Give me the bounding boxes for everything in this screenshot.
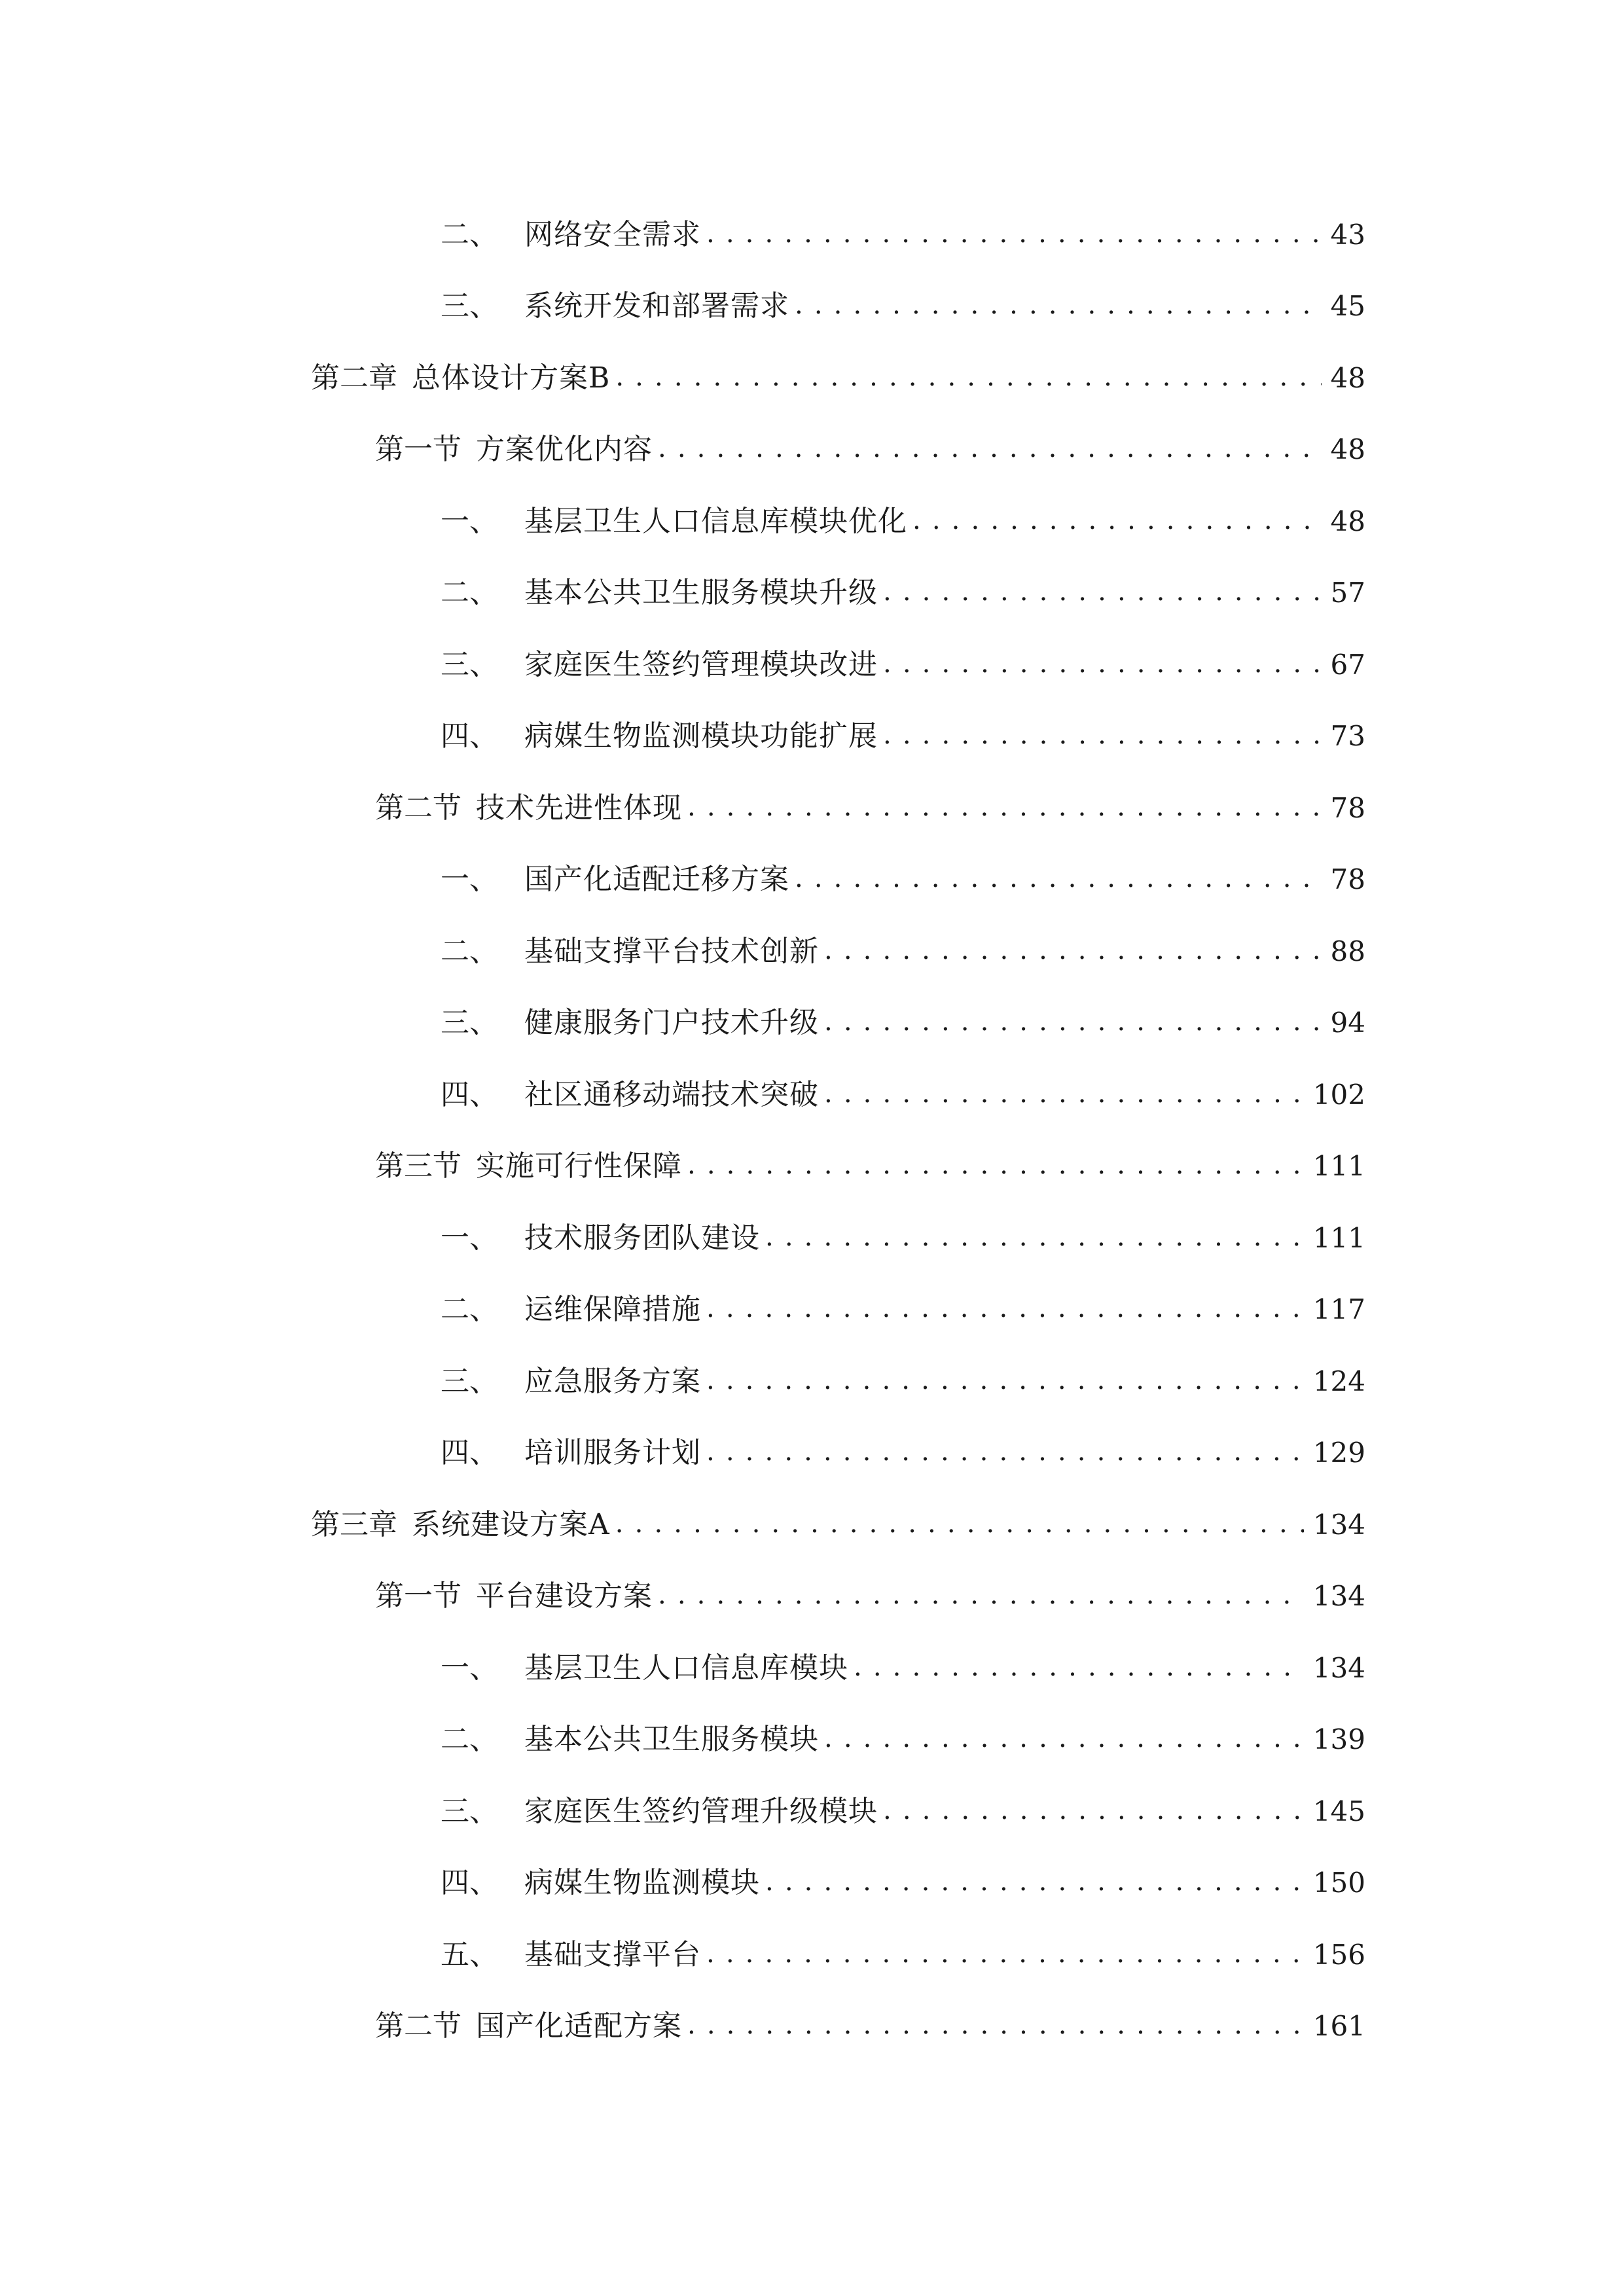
toc-entry-page: 161: [1312, 2010, 1365, 2043]
dot-leader: [687, 1152, 1304, 1181]
toc-entry-page: 150: [1312, 1867, 1365, 1899]
dot-leader: [824, 1081, 1304, 1109]
toc-entry-title: 基本公共卫生服务模块升级: [524, 576, 878, 610]
toc-entry-page: 129: [1312, 1437, 1365, 1469]
dot-leader: [658, 1582, 1304, 1611]
toc-entry-number: 一、: [441, 1221, 498, 1255]
dot-leader: [706, 1295, 1304, 1324]
toc-entry[interactable]: [0, 844, 1624, 916]
toc-entry-title: 基本公共卫生服务模块: [524, 1723, 819, 1757]
toc-entry-number: 二、: [441, 934, 498, 968]
toc-entry[interactable]: [0, 1346, 1624, 1418]
toc-chapter[interactable]: [0, 1489, 1624, 1561]
toc-entry-number: 五、: [441, 1937, 498, 1971]
toc-entry-title: 方案优化内容: [476, 433, 653, 467]
dot-leader: [615, 364, 1321, 393]
dot-leader: [824, 1725, 1304, 1754]
toc-entry-number: 第一节: [375, 433, 461, 467]
toc-entry[interactable]: [0, 916, 1624, 988]
toc-entry-title: 基层卫生人口信息库模块优化: [524, 504, 907, 538]
toc-entry-page: 67: [1330, 648, 1365, 681]
toc-entry-number: 第二章: [311, 361, 397, 395]
dot-leader: [883, 1797, 1304, 1826]
dot-leader: [795, 292, 1322, 321]
dot-leader: [658, 435, 1322, 464]
toc-entry[interactable]: [0, 1059, 1624, 1131]
toc-entry-title: 培训服务计划: [524, 1436, 701, 1470]
toc-entry-page: 117: [1312, 1293, 1365, 1326]
toc-entry-page: 45: [1330, 290, 1365, 323]
toc-entry-number: 二、: [441, 1723, 498, 1757]
toc-entry-title: 技术服务团队建设: [524, 1221, 760, 1255]
toc-entry[interactable]: [0, 486, 1624, 558]
toc-entry[interactable]: [0, 558, 1624, 630]
toc-entry-title: 总体设计方案B: [412, 361, 611, 395]
toc-entry[interactable]: [0, 1274, 1624, 1346]
toc-entry-number: 二、: [441, 1293, 498, 1327]
toc-entry-page: 88: [1330, 935, 1365, 967]
toc-entry[interactable]: [0, 1848, 1624, 1920]
table-of-contents: [0, 199, 1624, 2062]
toc-entry-title: 健康服务门户技术升级: [524, 1006, 819, 1040]
dot-leader: [706, 1941, 1304, 1969]
toc-entry-title: 应急服务方案: [524, 1364, 701, 1398]
toc-section[interactable]: [0, 772, 1624, 844]
toc-entry-title: 网络安全需求: [524, 217, 701, 251]
dot-leader: [824, 937, 1322, 966]
toc-entry-number: 四、: [441, 1866, 498, 1900]
toc-entry[interactable]: [0, 1632, 1624, 1704]
toc-entry[interactable]: [0, 271, 1624, 343]
dot-leader: [765, 1224, 1304, 1253]
toc-entry-number: 三、: [441, 289, 498, 323]
toc-entry-title: 运维保障措施: [524, 1293, 701, 1327]
toc-entry-title: 基础支撑平台技术创新: [524, 934, 819, 968]
toc-section[interactable]: [0, 1131, 1624, 1203]
toc-section[interactable]: [0, 1561, 1624, 1633]
toc-entry-title: 国产化适配迁移方案: [524, 863, 789, 897]
toc-entry-number: 第二节: [375, 2009, 461, 2043]
dot-leader: [765, 1869, 1304, 1897]
toc-entry-page: 73: [1330, 720, 1365, 753]
dot-leader: [912, 507, 1322, 536]
toc-entry-number: 四、: [441, 1436, 498, 1470]
toc-entry-title: 基层卫生人口信息库模块: [524, 1651, 848, 1685]
toc-entry-page: 156: [1312, 1938, 1365, 1971]
dot-leader: [706, 1367, 1304, 1396]
toc-entry-page: 94: [1330, 1007, 1365, 1039]
toc-section[interactable]: [0, 414, 1624, 486]
toc-entry-page: 48: [1330, 361, 1365, 394]
toc-entry[interactable]: [0, 1418, 1624, 1490]
toc-entry-title: 系统开发和部署需求: [524, 289, 789, 323]
toc-entry-page: 48: [1330, 433, 1365, 466]
toc-entry-number: 二、: [441, 217, 498, 251]
toc-entry[interactable]: [0, 701, 1624, 773]
toc-entry-number: 四、: [441, 1077, 498, 1111]
dot-leader: [706, 1439, 1304, 1467]
toc-entry-page: 57: [1330, 577, 1365, 609]
toc-entry-number: 一、: [441, 1651, 498, 1685]
toc-entry-page: 111: [1312, 1150, 1365, 1183]
toc-entry-number: 第一节: [375, 1579, 461, 1613]
dot-leader: [824, 1009, 1322, 1037]
toc-entry-page: 111: [1312, 1221, 1365, 1254]
dot-leader: [854, 1654, 1304, 1683]
toc-entry-number: 第二节: [375, 791, 461, 825]
toc-entry[interactable]: [0, 199, 1624, 271]
toc-entry[interactable]: [0, 1202, 1624, 1274]
toc-entry-page: 139: [1312, 1723, 1365, 1756]
toc-entry-number: 三、: [441, 1006, 498, 1040]
toc-entry[interactable]: [0, 1776, 1624, 1848]
dot-leader: [883, 722, 1322, 751]
toc-entry-page: 134: [1312, 1508, 1365, 1541]
toc-entry-page: 78: [1330, 863, 1365, 896]
dot-leader: [706, 221, 1322, 249]
toc-chapter[interactable]: [0, 342, 1624, 414]
toc-entry-number: 三、: [441, 647, 498, 681]
toc-entry-number: 三、: [441, 1364, 498, 1398]
toc-section[interactable]: [0, 1991, 1624, 2063]
toc-entry[interactable]: [0, 629, 1624, 701]
toc-entry-title: 病媒生物监测模块功能扩展: [524, 719, 878, 753]
toc-entry[interactable]: [0, 1919, 1624, 1991]
toc-entry-title: 基础支撑平台: [524, 1937, 701, 1971]
toc-entry-page: 134: [1312, 1651, 1365, 1684]
toc-entry-page: 124: [1312, 1365, 1365, 1397]
dot-leader: [883, 579, 1322, 607]
dot-leader: [795, 865, 1322, 894]
dot-leader: [687, 2012, 1304, 2041]
toc-entry-title: 平台建设方案: [476, 1579, 653, 1613]
toc-entry[interactable]: [0, 988, 1624, 1060]
toc-entry-title: 病媒生物监测模块: [524, 1866, 760, 1900]
dot-leader: [615, 1511, 1304, 1539]
toc-entry-number: 一、: [441, 863, 498, 897]
dot-leader: [883, 651, 1322, 679]
toc-entry-page: 102: [1312, 1078, 1365, 1111]
toc-entry-page: 145: [1312, 1795, 1365, 1827]
toc-entry-number: 四、: [441, 719, 498, 753]
toc-entry-page: 48: [1330, 505, 1365, 537]
toc-entry-title: 国产化适配方案: [476, 2009, 682, 2043]
toc-entry-number: 一、: [441, 504, 498, 538]
toc-entry-title: 家庭医生签约管理模块改进: [524, 647, 878, 681]
toc-entry-page: 78: [1330, 791, 1365, 824]
toc-entry-number: 二、: [441, 576, 498, 610]
toc-entry-page: 134: [1312, 1580, 1365, 1613]
toc-entry-page: 43: [1330, 218, 1365, 251]
toc-entry-title: 系统建设方案A: [412, 1507, 610, 1541]
toc-entry-number: 第三章: [311, 1507, 397, 1541]
toc-entry-number: 第三节: [375, 1149, 461, 1183]
dot-leader: [687, 794, 1322, 823]
toc-entry-title: 技术先进性体现: [476, 791, 682, 825]
toc-entry-title: 社区通移动端技术突破: [524, 1077, 819, 1111]
toc-entry-title: 实施可行性保障: [476, 1149, 682, 1183]
toc-entry-title: 家庭医生签约管理升级模块: [524, 1794, 878, 1828]
toc-entry-number: 三、: [441, 1794, 498, 1828]
toc-entry[interactable]: [0, 1704, 1624, 1776]
